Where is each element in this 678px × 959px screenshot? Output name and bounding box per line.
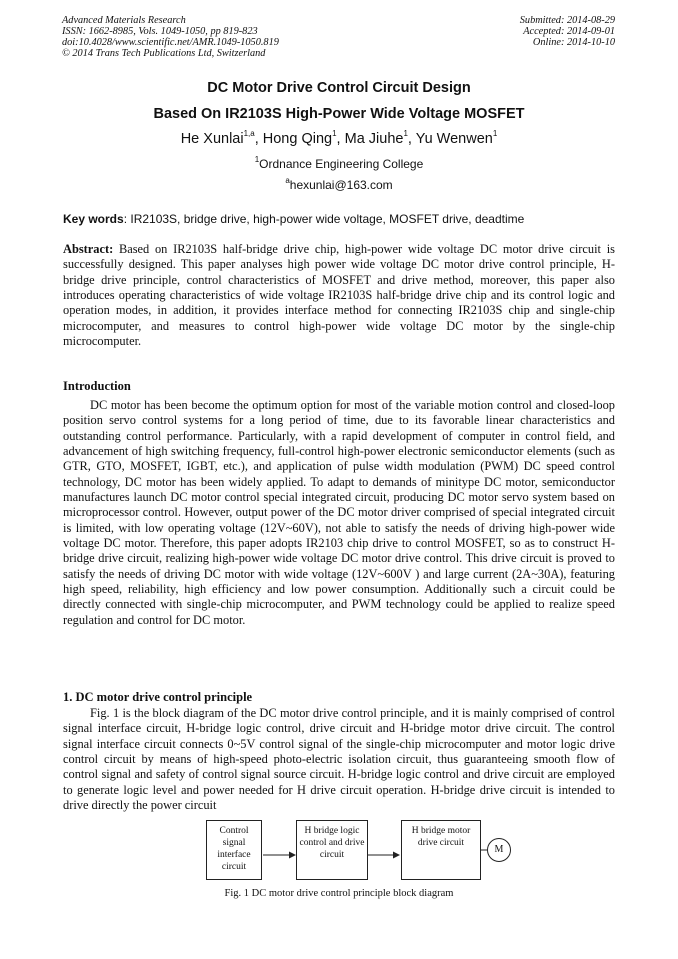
issn-line: ISSN: 1662-8985, Vols. 1049-1050, pp 819-823 xyxy=(62,26,258,37)
author-separator: , xyxy=(407,131,416,147)
affiliation-name: Ordnance Engineering College xyxy=(259,157,424,171)
block-label-line: H bridge motor xyxy=(411,826,471,836)
block-label-line: circuit xyxy=(221,862,247,872)
introduction-body: DC motor has been become the optimum option for most of the variable motion control and closed-loop position servo control systems for a long period of time, due to its favorable linear characteristics and outstanding control performance. Particularly, with a rapid development of computer in control field, and advancement of high switching frequency, full-control high-power electronic semiconductor elements (such as GTR, GTO, MOSFET, IGBT, etc.), and application of pulse width modulation (PWM) DC speed control technology, DC motor has been widely applied. To adapt to demands of minitype DC motor, semiconductor manufactures launch DC motor control special integrated circuit, producing DC motor servo system based on microprocessor control. However, output power of the DC motor driver comprised of special integrated circuit is limited, with low operating voltage (12V~60V), not able to satisfy the needs of driving high-power wide voltage DC motor. Therefore, this paper adopts IR2103 chip drive to control MOSFET, so as to construct H-bridge drive circuit, realizing high-power wide voltage DC motor drive control. This drive circuit is proved to satisfy the needs of driving DC motor with wide voltage (12V~600V ) and large current (2A~30A), featuring high speed, reliability, high efficiency and low power consumption. Additionally such a circuit could be directly connected with single-chip microcomputer, and PWM technology could be applied to realize speed regulation and control for DC motor. xyxy=(63,398,615,627)
email-address: hexunlai@163.com xyxy=(289,178,393,192)
abstract-text: Based on IR2103S half-bridge drive chip, high-power wide voltage DC motor drive circuit is successfully designed. This paper analyses high power wide voltage DC motor drive control principle, H-bridge drive principle, control characteristics of MOSFET and drive method, moreover, this paper also introduces operating characteristics of wide voltage IR2103S half-bridge drive chip and its control logic and operation modes, in addition, it provides interface method for connecting IR2103S chip and single-chip microcomputer, and measures to control high-power wide voltage DC motor by the single-chip microcomputer. xyxy=(63,242,615,349)
author-name: Yu Wenwen xyxy=(415,131,493,147)
author-name: Ma Jiuhe xyxy=(344,131,404,147)
author-separator: , xyxy=(254,131,263,147)
author-name: Hong Qing xyxy=(262,131,333,147)
keywords-label: Key words xyxy=(63,212,124,226)
block-label-line: control and drive xyxy=(299,838,365,848)
journal-name: Advanced Materials Research xyxy=(62,15,186,26)
accepted-date: Accepted: 2014-09-01 xyxy=(523,26,615,37)
block-h-bridge-motor-drive xyxy=(401,820,481,880)
block-label-line: drive circuit xyxy=(417,838,465,848)
affiliation-mark: 1 xyxy=(254,155,260,164)
paper-title-line-2: Based On IR2103S High-Power Wide Voltage MOSFET xyxy=(153,106,525,122)
author-name: He Xunlai xyxy=(180,131,244,147)
section-heading-introduction: Introduction xyxy=(63,379,131,393)
author-affil-mark: 1,a xyxy=(243,129,255,138)
paper-title-line-1: DC Motor Drive Control Circuit Design xyxy=(207,80,471,96)
author-separator: , xyxy=(336,131,345,147)
block-label-line: H bridge logic xyxy=(304,826,360,836)
copyright-line: © 2014 Trans Tech Publications Ltd, Switzerland xyxy=(62,48,266,59)
block-label-line: signal xyxy=(222,838,246,848)
figure-1-caption: Fig. 1 DC motor drive control principle block diagram xyxy=(224,888,454,899)
author-affil-mark: 1 xyxy=(492,129,498,138)
email-mark: a xyxy=(285,176,290,185)
online-date: Online: 2014-10-10 xyxy=(532,37,615,48)
block-label-line: circuit xyxy=(319,850,345,860)
submitted-date: Submitted: 2014-08-29 xyxy=(519,15,615,26)
section-1-body: Fig. 1 is the block diagram of the DC motor drive control principle, and it is mainly comprised of control signal interface circuit, H-bridge logic control, drive circuit and H-bridge motor drive circuit. The control signal interface circuit connects 0~5V control signal of the single-chip microcomputer and motor logic drive control circuit by means of high-speed photo-electric isolation circuit, thus guaranteeing smooth flow of control signal and safety of control signal source circuit. H-bridge logic control and drive circuit are employed to generate logic level and power needed for H drive circuit operation. H-bridge drive circuit is intended to drive directly the power circuit xyxy=(63,706,615,813)
motor-symbol: M xyxy=(487,838,511,862)
block-label-line: interface xyxy=(217,850,251,860)
doi-line: doi:10.4028/www.scientific.net/AMR.1049-1050.819 xyxy=(62,37,279,48)
block-control-signal-interface xyxy=(206,820,262,880)
section-heading-1: 1. DC motor drive control principle xyxy=(63,690,253,704)
block-label-line: Control xyxy=(219,826,249,836)
keywords-text: : IR2103S, bridge drive, high-power wide voltage, MOSFET drive, deadtime xyxy=(123,212,525,226)
abstract-label: Abstract: xyxy=(63,242,114,256)
block-h-bridge-logic-control xyxy=(296,820,368,880)
author-affil-mark: 1 xyxy=(332,129,337,138)
author-affil-mark: 1 xyxy=(403,129,408,138)
